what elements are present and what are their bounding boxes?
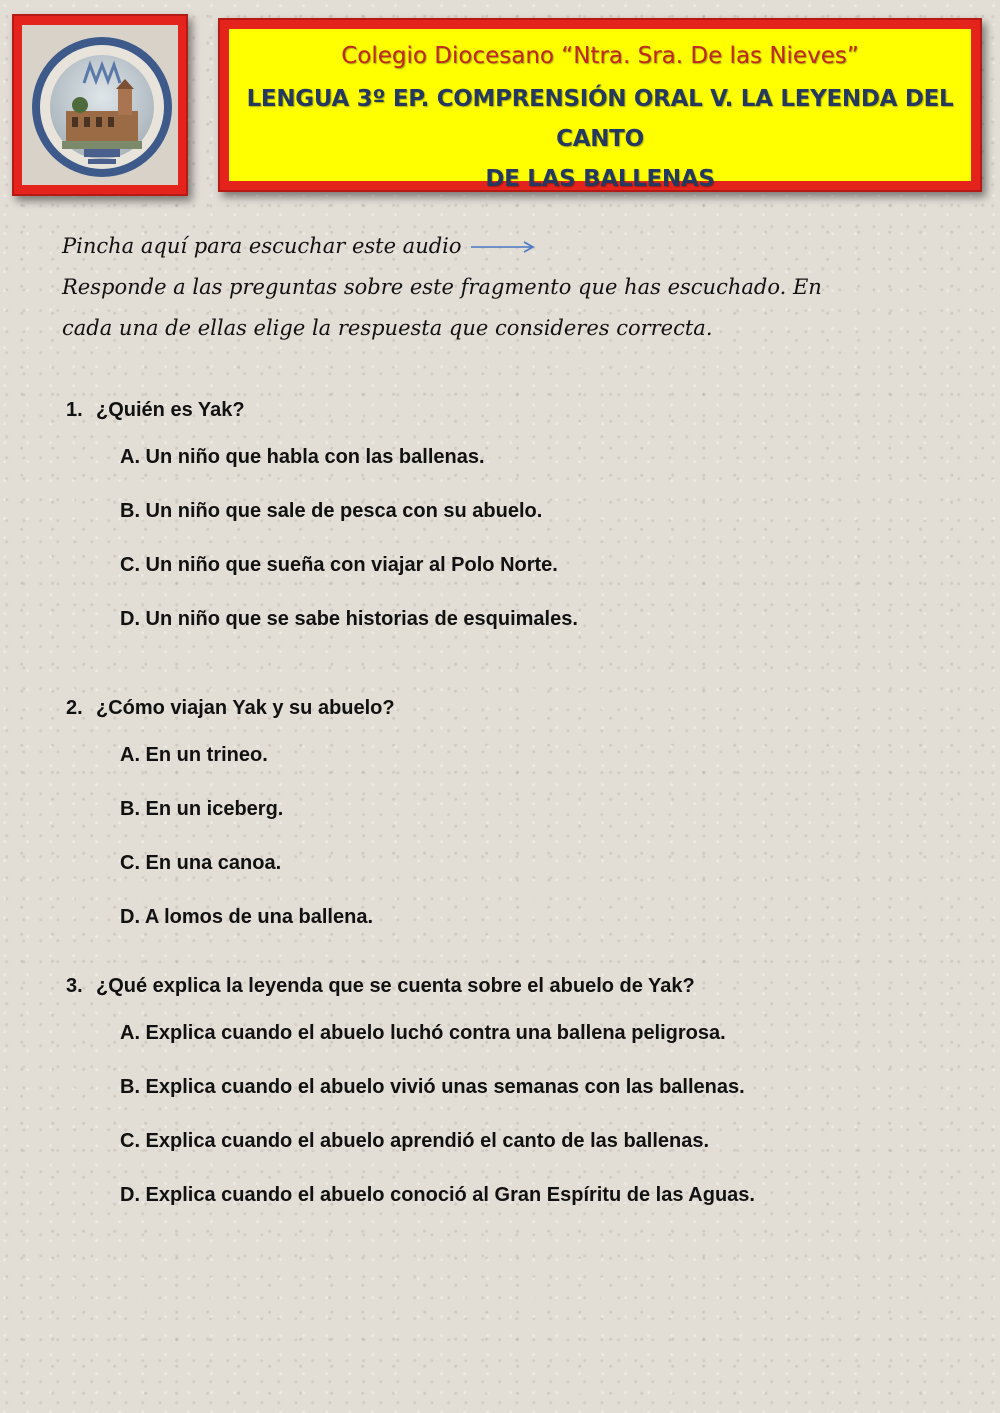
arrow-right-icon[interactable] xyxy=(470,240,536,254)
answer-option[interactable]: A. Explica cuando el abuelo luchó contra una ballena peligrosa. xyxy=(120,1022,726,1044)
instructions-line1: Responde a las preguntas sobre este fragmento que has escuchado. En xyxy=(62,275,822,299)
answer-option[interactable]: A. Un niño que habla con las ballenas. xyxy=(120,446,485,468)
title-banner xyxy=(229,29,971,192)
answer-option[interactable]: B. Explica cuando el abuelo vivió unas semanas con las ballenas. xyxy=(120,1076,745,1098)
question-text: ¿Quién es Yak? xyxy=(96,399,245,421)
question-number: 1. xyxy=(66,399,83,421)
question-title xyxy=(66,688,946,728)
instructions xyxy=(62,226,962,349)
question-1 xyxy=(66,390,946,646)
question-list xyxy=(66,390,946,1222)
answer-option[interactable]: B. Un niño que sale de pesca con su abuelo. xyxy=(120,500,543,522)
answer-option[interactable]: A. En un trineo. xyxy=(120,744,268,766)
answer-option[interactable]: C. Explica cuando el abuelo aprendió el canto de las ballenas. xyxy=(120,1130,710,1152)
answer-option[interactable]: B. En un iceberg. xyxy=(120,798,284,820)
answer-option[interactable]: C. Un niño que sueña con viajar al Polo Norte. xyxy=(120,554,558,576)
question-text: ¿Cómo viajan Yak y su abuelo? xyxy=(96,697,395,719)
question-number: 2. xyxy=(66,697,83,719)
school-seal-icon xyxy=(22,25,182,189)
spacer xyxy=(66,646,946,688)
worksheet-title-line1: LENGUA 3º EP. COMPRENSIÓN ORAL V. LA LEYENDA DEL CANTO xyxy=(246,86,954,152)
question-3 xyxy=(66,966,946,1222)
instructions-line2: cada una de ellas elige la respuesta que consideres correcta. xyxy=(62,316,713,340)
answer-option[interactable]: D. A lomos de una ballena. xyxy=(120,906,374,928)
worksheet-title xyxy=(229,79,971,199)
logo-background xyxy=(22,25,178,185)
spacer xyxy=(66,944,946,966)
answer-option[interactable]: D. Explica cuando el abuelo conoció al Gran Espíritu de las Aguas. xyxy=(120,1184,755,1206)
worksheet-title-line2: DE LAS BALLENAS xyxy=(485,166,715,192)
audio-link-text[interactable]: Pincha aquí para escuchar este audio xyxy=(62,234,462,258)
answer-option[interactable]: D. Un niño que se sabe historias de esquimales. xyxy=(120,608,578,630)
title-frame xyxy=(218,18,982,192)
question-text: ¿Qué explica la leyenda que se cuenta sobre el abuelo de Yak? xyxy=(96,975,695,997)
question-number: 3. xyxy=(66,975,83,997)
question-2 xyxy=(66,688,946,944)
question-title xyxy=(66,390,946,430)
logo-frame xyxy=(12,14,188,196)
audio-link[interactable] xyxy=(62,226,962,267)
school-name: Colegio Diocesano “Ntra. Sra. De las Nieves” xyxy=(341,43,859,69)
answer-option[interactable]: C. En una canoa. xyxy=(120,852,282,874)
question-title xyxy=(66,966,946,1006)
